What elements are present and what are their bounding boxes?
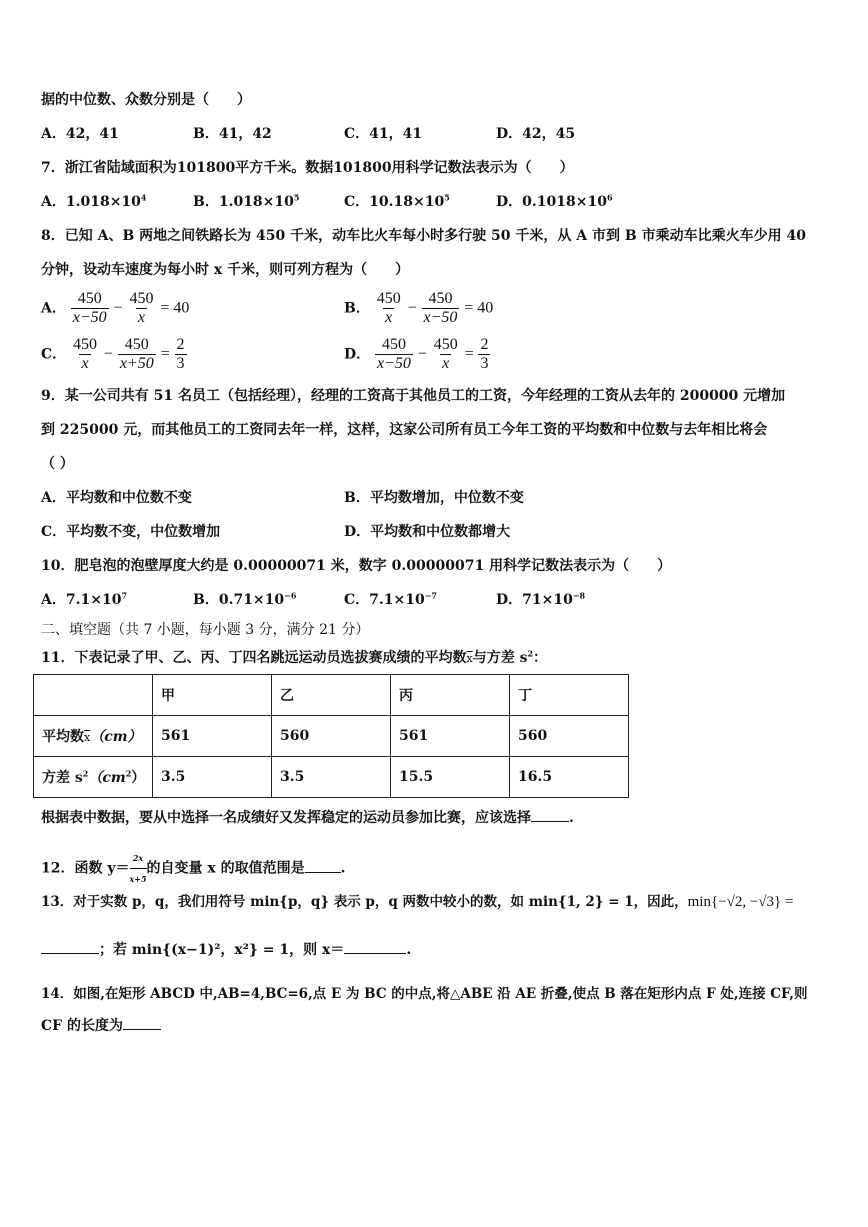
table-cell: 16.5 <box>510 757 629 798</box>
table-cell: 560 <box>272 716 391 757</box>
table-cell: 560 <box>510 716 629 757</box>
fraction: $\frac{450}{x-50}$ <box>72 290 107 326</box>
q9-stem-line2: 到 225000 元，而其他员工的工资同去年一样，这样，这家公司所有员工今年工资的平均数和中位数与去年相比将会 <box>41 422 768 438</box>
q12-stem: 12．函数 y＝ $\frac{2x}{x+5}$ 的自变量 x 的取值范围是 . <box>41 848 346 889</box>
q7-option-c: C．$10.18\times 10^5$ <box>344 192 450 210</box>
q8-stem-line2: 分钟，设动车速度为每小时 x 千米，则可列方程为（ ） <box>41 262 410 278</box>
q8-option-a: A． $\frac{450}{x-50}$ − $\frac{450}{x}$ = 40 <box>41 290 190 326</box>
q10-option-b: B．$0.71\times 10^{-6}$ <box>193 590 297 608</box>
q11-stem: 11．下表记录了甲、乙、丙、丁四名跳远运动员选拔赛成绩的平均数$\overline{x}$与方差 $s^2$： <box>41 648 548 666</box>
answer-blank[interactable] <box>344 953 406 954</box>
table-cell <box>34 675 153 716</box>
table-row <box>34 757 629 798</box>
answer-blank[interactable] <box>305 872 341 873</box>
q14-stem-line1: 14．如图,在矩形 ABCD 中,AB=4,BC=6,点 E 为 BC 的中点,将△ABE 沿 AE 折叠,使点 B 落在矩形内点 F 处,连接 CF,则 <box>41 986 808 1002</box>
q8-option-d: D． $\frac{450}{x-50}$ − $\frac{450}{x}$ = $\frac{2}{3}$ <box>344 336 489 372</box>
table-header-cell: 丁 <box>510 675 629 716</box>
table-cell: 3.5 <box>153 757 272 798</box>
q9-stem-line1: 9．某一公司共有 51 名员工（包括经理），经理的工资高于其他员工的工资，今年经理的工资从去年的 200000 元增加 <box>41 388 786 404</box>
q6-option-d: D．42，45 <box>496 126 576 142</box>
fraction: $\frac{450}{x}$ <box>73 336 98 372</box>
table-cell: 561 <box>153 716 272 757</box>
fraction: $\frac{2x}{x+5}$ <box>130 848 147 889</box>
table-cell: 561 <box>391 716 510 757</box>
fraction: $\frac{2}{3}$ <box>176 336 185 372</box>
fraction: $\frac{450}{x}$ <box>376 290 401 326</box>
table-header-cell: 甲 <box>153 675 272 716</box>
q9-option-d: D．平均数和中位数都增大 <box>344 524 511 540</box>
q14-stem-line2: CF 的长度为 <box>41 1016 161 1036</box>
q9-option-a: A．平均数和中位数不变 <box>41 490 192 506</box>
fraction: $\frac{2}{3}$ <box>480 336 489 372</box>
q9-option-c: C．平均数不变，中位数增加 <box>41 524 221 540</box>
q7-option-b: B．$1.018\times 10^5$ <box>193 192 300 210</box>
q11-answer-line: 根据表中数据，要从中选择一名成绩好又发挥稳定的运动员参加比赛，应该选择 . <box>41 810 574 826</box>
answer-blank[interactable] <box>123 1029 161 1030</box>
table-row <box>34 716 629 757</box>
q10-option-a: A．$7.1\times 10^7$ <box>41 590 128 608</box>
q6-option-b: B．41，42 <box>193 126 272 142</box>
answer-blank[interactable] <box>531 821 569 822</box>
row-label-mean: 平均数$\overline{x}(cm)$ <box>34 716 153 757</box>
q8-option-c: C． $\frac{450}{x}$ − $\frac{450}{x+50}$ = $\frac{2}{3}$ <box>41 336 185 372</box>
fraction: $\frac{450}{x+50}$ <box>119 336 154 372</box>
stats-table <box>33 674 629 798</box>
q8-option-b: B． $\frac{450}{x}$ − $\frac{450}{x-50}$ = 40 <box>344 290 494 326</box>
table-cell: 15.5 <box>391 757 510 798</box>
section-title: 二、填空题（共 7 小题，每小题 3 分，满分 21 分） <box>41 622 370 638</box>
q7-option-d: D．$0.1018\times 10^6$ <box>496 192 613 210</box>
q10-option-d: D．$71\times 10^{-8}$ <box>496 590 586 608</box>
q7-option-a: A．$1.018\times 10^4$ <box>41 192 147 210</box>
table-header-cell: 丙 <box>391 675 510 716</box>
fraction: $\frac{450}{x}$ <box>129 290 154 326</box>
q8-stem-line1: 8．已知 A、B 两地之间铁路长为 450 千米，动车比火车每小时多行驶 50 千米，从 A 市到 B 市乘动车比乘火车少用 40 <box>41 228 806 244</box>
q13-stem-line2: ；若 min{(x−1)²，x²} = 1，则 x＝ . <box>41 940 411 960</box>
q9-stem-line3: （ ） <box>41 456 74 472</box>
q7-stem: 7．浙江省陆域面积为101800平方千米。数据101800用科学记数法表示为（ ） <box>41 160 574 176</box>
q10-stem: 10．肥皂泡的泡壁厚度大约是 0.00000071 米，数字 0.00000071 用科学记数法表示为（ ） <box>41 558 672 574</box>
table-cell: 3.5 <box>272 757 391 798</box>
q9-option-b: B．平均数增加，中位数不变 <box>344 490 524 506</box>
q6-stem-tail: 据的中位数、众数分别是（ ） <box>41 92 251 108</box>
fraction: $\frac{450}{x}$ <box>433 336 458 372</box>
row-label-variance: 方差 $s^2(cm^2)$ <box>34 757 153 798</box>
fraction: $\frac{450}{x-50}$ <box>423 290 458 326</box>
table-row <box>34 675 629 716</box>
q13-stem-line1: 13．对于实数 p，q，我们用符号 min{p，q} 表示 p，q 两数中较小的数，如 min{1, 2} = 1，因此，min{−√2, −√3} = <box>41 894 794 910</box>
answer-blank[interactable] <box>41 953 99 954</box>
q6-option-a: A．42，41 <box>41 126 119 142</box>
table-header-cell: 乙 <box>272 675 391 716</box>
q6-option-c: C．41，41 <box>344 126 423 142</box>
fraction: $\frac{450}{x-50}$ <box>377 336 411 372</box>
q10-option-c: C．$7.1\times 10^{-7}$ <box>344 590 437 608</box>
